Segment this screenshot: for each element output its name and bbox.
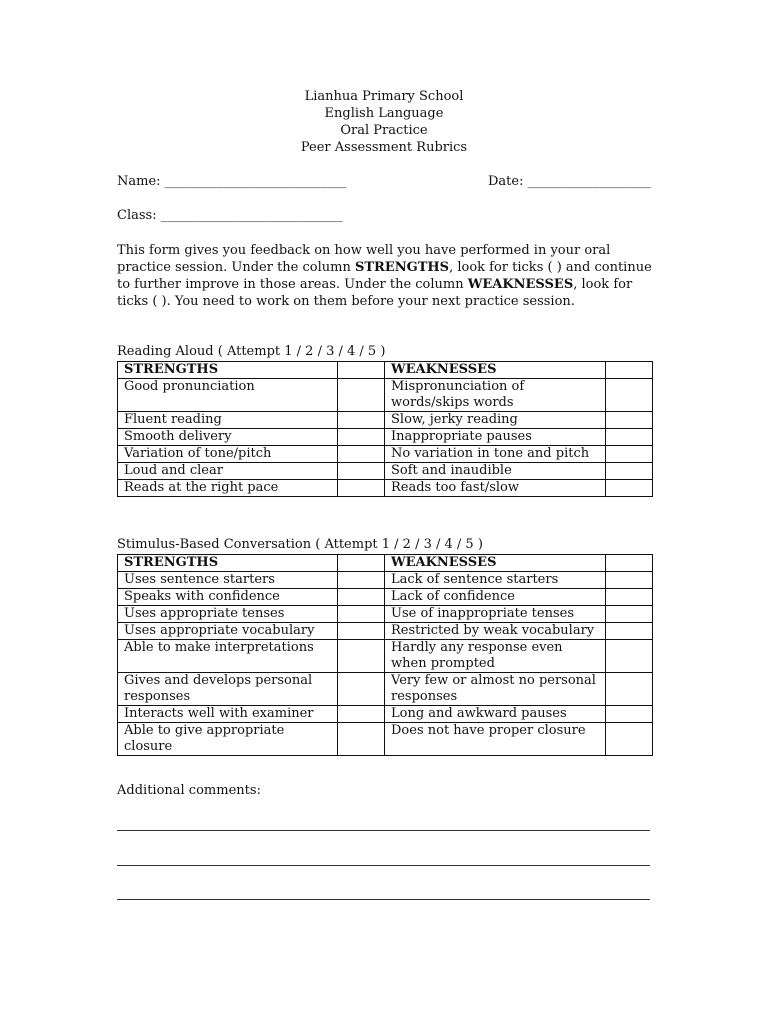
strength-tick-box[interactable] — [338, 673, 385, 706]
reading-aloud-table — [117, 361, 653, 497]
weakness-tick-box[interactable] — [606, 429, 653, 446]
strength-tick-box[interactable] — [338, 706, 385, 723]
weakness-cell: Restricted by weak vocabulary — [385, 623, 606, 640]
weaknesses-header: WEAKNESSES — [385, 362, 606, 379]
strength-tick-box[interactable] — [338, 446, 385, 463]
instructions-line: to further improve in those areas. Under the column WEAKNESSES, look for — [117, 277, 633, 292]
school-name: Lianhua Primary School — [304, 89, 464, 104]
date-field[interactable]: Date: ___________________ — [488, 174, 652, 189]
table-row — [118, 706, 653, 723]
strength-cell: Smooth delivery — [118, 429, 338, 446]
weakness-tick-box[interactable] — [606, 623, 653, 640]
weakness-tick-box[interactable] — [606, 723, 653, 756]
table-row — [118, 606, 653, 623]
weakness-cell: Use of inappropriate tenses — [385, 606, 606, 623]
strength-cell: Speaks with confidence — [118, 589, 338, 606]
weakness-cell: Hardly any response even when prompted — [385, 640, 606, 673]
strength-cell: Uses appropriate vocabulary — [118, 623, 338, 640]
table-row — [118, 572, 653, 589]
comment-line[interactable] — [117, 865, 650, 866]
weakness-tick-box[interactable] — [606, 412, 653, 429]
strength-tick-box[interactable] — [338, 379, 385, 412]
weakness-cell: No variation in tone and pitch — [385, 446, 606, 463]
weakness-cell: Slow, jerky reading — [385, 412, 606, 429]
strength-tick-box[interactable] — [338, 723, 385, 756]
strength-cell: Able to give appropriate closure — [118, 723, 338, 756]
weakness-tick-box[interactable] — [606, 379, 653, 412]
weakness-tick-box[interactable] — [606, 463, 653, 480]
strength-cell: Reads at the right pace — [118, 480, 338, 497]
weakness-tick-box[interactable] — [606, 446, 653, 463]
strength-tick-box[interactable] — [338, 606, 385, 623]
weakness-tick-box[interactable] — [606, 589, 653, 606]
additional-comments-label: Additional comments: — [117, 783, 261, 798]
table-row — [118, 480, 653, 497]
table-row — [118, 723, 653, 756]
weakness-tick-box[interactable] — [606, 606, 653, 623]
table-row — [118, 589, 653, 606]
instructions-line: This form gives you feedback on how well you have performed in your oral — [117, 243, 611, 258]
strengths-header: STRENGTHS — [118, 555, 338, 572]
comment-line[interactable] — [117, 830, 650, 831]
instructions-line: ticks ( ). You need to work on them before your next practice session. — [117, 294, 575, 309]
weakness-cell: Reads too fast/slow — [385, 480, 606, 497]
instructions-line: practice session. Under the column STRENGTHS, look for ticks ( ) and continue — [117, 260, 652, 275]
strength-cell: Uses appropriate tenses — [118, 606, 338, 623]
weakness-cell: Soft and inaudible — [385, 463, 606, 480]
reading-aloud-title: Reading Aloud ( Attempt 1 / 2 / 3 / 4 / 5 ) — [117, 344, 386, 359]
comment-line[interactable] — [117, 899, 650, 900]
table-row — [118, 463, 653, 480]
weakness-tick-box[interactable] — [606, 480, 653, 497]
conversation-table — [117, 554, 653, 756]
weakness-tick-box[interactable] — [606, 572, 653, 589]
strengths-tick-header — [338, 362, 385, 379]
table-row — [118, 446, 653, 463]
weakness-tick-box[interactable] — [606, 673, 653, 706]
weaknesses-tick-header — [606, 362, 653, 379]
strength-cell: Variation of tone/pitch — [118, 446, 338, 463]
strength-tick-box[interactable] — [338, 480, 385, 497]
table-row — [118, 429, 653, 446]
weakness-cell: Very few or almost no personal responses — [385, 673, 606, 706]
strengths-header: STRENGTHS — [118, 362, 338, 379]
strength-cell: Able to make interpretations — [118, 640, 338, 673]
weakness-cell: Lack of confidence — [385, 589, 606, 606]
weakness-tick-box[interactable] — [606, 640, 653, 673]
weakness-cell: Mispronunciation of words/skips words — [385, 379, 606, 412]
strength-cell: Interacts well with examiner — [118, 706, 338, 723]
strength-tick-box[interactable] — [338, 572, 385, 589]
instructions-paragraph — [117, 242, 657, 310]
form-header — [0, 88, 768, 156]
weakness-tick-box[interactable] — [606, 706, 653, 723]
strength-cell: Gives and develops personal responses — [118, 673, 338, 706]
weakness-cell: Long and awkward pauses — [385, 706, 606, 723]
table-row — [118, 640, 653, 673]
strength-tick-box[interactable] — [338, 412, 385, 429]
weakness-cell: Lack of sentence starters — [385, 572, 606, 589]
table-row — [118, 412, 653, 429]
strength-cell: Loud and clear — [118, 463, 338, 480]
name-field[interactable]: Name: ____________________________ — [117, 174, 347, 189]
table-row — [118, 379, 653, 412]
class-field[interactable]: Class: ____________________________ — [117, 208, 343, 223]
strength-tick-box[interactable] — [338, 640, 385, 673]
form-title: Peer Assessment Rubrics — [300, 140, 468, 155]
activity-name: Oral Practice — [340, 123, 428, 138]
weakness-cell: Inappropriate pauses — [385, 429, 606, 446]
table-header-row — [118, 555, 653, 572]
strength-tick-box[interactable] — [338, 623, 385, 640]
strength-cell: Good pronunciation — [118, 379, 338, 412]
subject-name: English Language — [324, 106, 444, 121]
conversation-title: Stimulus-Based Conversation ( Attempt 1 / 2 / 3 / 4 / 5 ) — [117, 537, 483, 552]
strength-tick-box[interactable] — [338, 589, 385, 606]
strength-tick-box[interactable] — [338, 429, 385, 446]
table-row — [118, 673, 653, 706]
weaknesses-tick-header — [606, 555, 653, 572]
strengths-tick-header — [338, 555, 385, 572]
weaknesses-header: WEAKNESSES — [385, 555, 606, 572]
table-header-row — [118, 362, 653, 379]
weakness-cell: Does not have proper closure — [385, 723, 606, 756]
strength-cell: Uses sentence starters — [118, 572, 338, 589]
table-row — [118, 623, 653, 640]
strength-cell: Fluent reading — [118, 412, 338, 429]
strength-tick-box[interactable] — [338, 463, 385, 480]
